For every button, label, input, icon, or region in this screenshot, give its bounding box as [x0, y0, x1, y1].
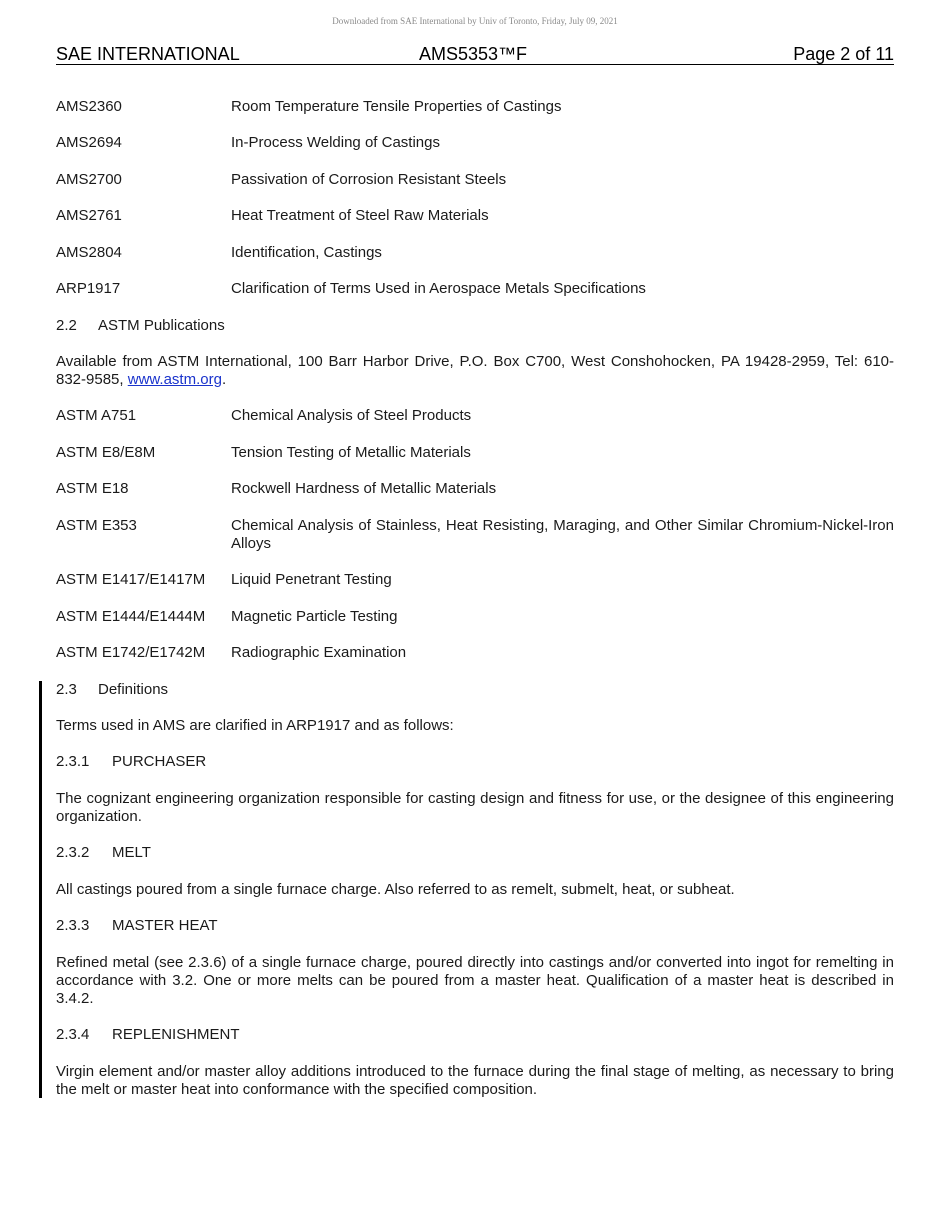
reference-code: AMS2804 — [56, 244, 122, 261]
definition-number: 2.3.3 — [56, 917, 90, 934]
section-heading-definitions — [56, 681, 894, 699]
definition-text: Virgin element and/or master alloy additions introduced to the furnace during the final stage of melting, as necessary to bring the melt or master heat into conformance with the specified composition. — [56, 1063, 894, 1098]
section-number: 2.3 — [56, 681, 77, 698]
header-page-number: Page 2 of 11 — [793, 44, 894, 64]
section-title: ASTM Publications — [98, 317, 225, 334]
reference-title: Room Temperature Tensile Properties of Castings — [231, 98, 562, 115]
reference-title: Identification, Castings — [231, 244, 382, 261]
definition-text: The cognizant engineering organization responsible for casting design and fitness for use, or the designee of this engineering organization. — [56, 790, 894, 825]
reference-code: ARP1917 — [56, 280, 121, 297]
reference-code: AMS2761 — [56, 207, 122, 224]
reference-title: Radiographic Examination — [231, 644, 407, 661]
section-heading-astm — [56, 317, 894, 335]
reference-title: Passivation of Corrosion Resistant Steels — [231, 171, 507, 188]
reference-title: In-Process Welding of Castings — [231, 134, 440, 151]
definition-heading — [56, 917, 894, 935]
reference-title: Heat Treatment of Steel Raw Materials — [231, 207, 489, 224]
section-title: Definitions — [98, 681, 169, 698]
definition-text: Refined metal (see 2.3.6) of a single furnace charge, poured directly into castings and/or converted into ingot for remelting in accordance with 3.2. One or more melts can be poured from a master heat. Qualification of a master heat is described in 3.4.2. — [56, 954, 894, 1007]
astm-availability-paragraph — [56, 353, 894, 389]
definition-heading — [56, 1026, 894, 1044]
definition-number: 2.3.1 — [56, 753, 90, 770]
astm-website-link[interactable]: www.astm.org — [127, 371, 222, 388]
definition-term: PURCHASER — [112, 753, 207, 770]
reference-title: Chemical Analysis of Steel Products — [231, 407, 472, 424]
page-header — [56, 44, 894, 65]
download-watermark: Downloaded from SAE International by Univ of Toronto, Friday, July 09, 2021 — [332, 16, 618, 26]
reference-title: Chemical Analysis of Stainless, Heat Resisting, Maraging, and Other Similar Chromium-Nickel-Iron Alloys — [231, 517, 894, 552]
definition-term: MASTER HEAT — [112, 917, 218, 934]
reference-code: ASTM E1417/E1417M — [56, 571, 206, 588]
availability-end: . — [221, 371, 227, 388]
reference-code: ASTM E18 — [56, 480, 129, 497]
reference-code: ASTM E1742/E1742M — [56, 644, 206, 661]
definition-heading — [56, 753, 894, 771]
definition-term: REPLENISHMENT — [112, 1026, 240, 1043]
reference-code: ASTM E353 — [56, 517, 137, 534]
definition-text: All castings poured from a single furnace charge. Also referred to as remelt, submelt, heat, or subheat. — [56, 881, 735, 898]
revision-change-bar — [39, 681, 42, 1098]
reference-row — [56, 517, 894, 553]
availability-text: Available from ASTM International, 100 Barr Harbor Drive, P.O. Box C700, West Conshohocken, PA 19428-2959, Tel: 610-832-9585, — [56, 353, 894, 388]
reference-code: ASTM E1444/E1444M — [56, 608, 206, 625]
header-document-number: AMS5353™F — [419, 44, 528, 64]
reference-title: Liquid Penetrant Testing — [231, 571, 392, 588]
header-organization: SAE INTERNATIONAL — [56, 44, 240, 64]
definition-number: 2.3.4 — [56, 1026, 90, 1043]
reference-code: AMS2360 — [56, 98, 122, 115]
definition-heading — [56, 844, 894, 862]
definitions-intro: Terms used in AMS are clarified in ARP1917 and as follows: — [56, 717, 454, 734]
reference-code: AMS2694 — [56, 134, 122, 151]
reference-code: AMS2700 — [56, 171, 122, 188]
reference-title: Clarification of Terms Used in Aerospace Metals Specifications — [231, 280, 646, 297]
section-number: 2.2 — [56, 317, 77, 334]
reference-title: Rockwell Hardness of Metallic Materials — [231, 480, 497, 497]
definition-term: MELT — [112, 844, 151, 861]
reference-code: ASTM A751 — [56, 407, 137, 424]
reference-code: ASTM E8/E8M — [56, 444, 156, 461]
reference-title: Magnetic Particle Testing — [231, 608, 398, 625]
definition-number: 2.3.2 — [56, 844, 90, 861]
reference-title: Tension Testing of Metallic Materials — [231, 444, 471, 461]
